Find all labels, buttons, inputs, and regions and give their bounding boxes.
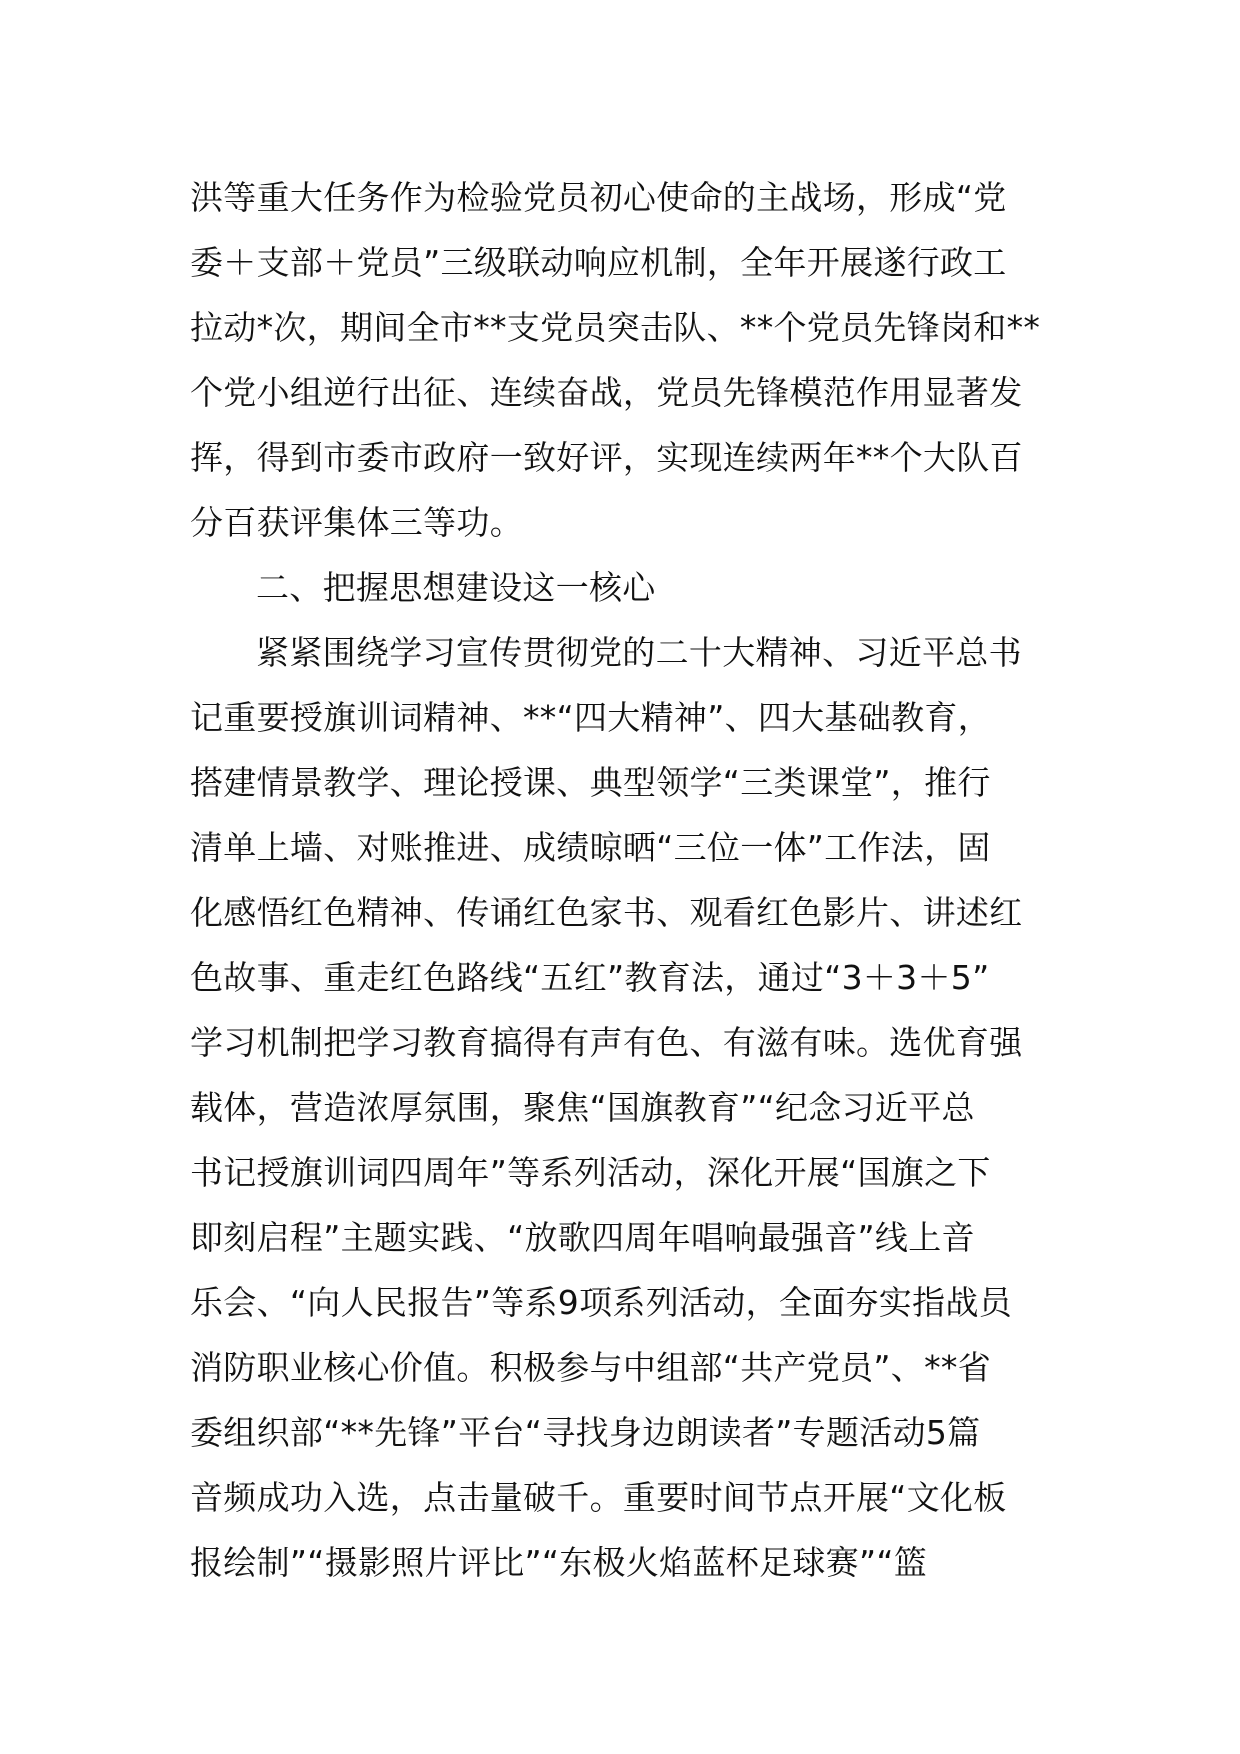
text-line: 清单上墙、对账推进、成绩晾晒“三位一体”工作法，固 xyxy=(190,828,991,867)
text-line: 搭建情景教学、理论授课、典型领学“三类课堂”，推行 xyxy=(190,763,991,802)
text-line: 委组织部“**先锋”平台“寻找身边朗读者”专题活动5篇 xyxy=(190,1413,981,1452)
text-line: 紧紧围绕学习宣传贯彻党的二十大精神、习近平总书 xyxy=(256,633,1022,672)
text-line: 音频成功入选，点击量破千。重要时间节点开展“文化板 xyxy=(190,1478,1007,1517)
paragraph-continued xyxy=(190,165,1060,555)
text-line: 化感悟红色精神、传诵红色家书、观看红色影片、讲述红 xyxy=(190,893,1023,932)
text-line: 记重要授旗训词精神、**“四大精神”、四大基础教育， xyxy=(190,698,991,737)
text-line: 报绘制”“摄影照片评比”“东极火焰蓝杯足球赛”“篮 xyxy=(190,1543,928,1582)
section-heading: 二、把握思想建设这一核心 xyxy=(256,568,656,607)
text-line: 即刻启程”主题实践、“放歌四周年唱响最强音”线上音 xyxy=(190,1218,975,1257)
document-body xyxy=(190,165,1060,1595)
text-line: 分百获评集体三等功。 xyxy=(190,503,523,542)
text-line: 个党小组逆行出征、连续奋战，党员先锋模范作用显著发 xyxy=(190,373,1023,412)
text-line: 书记授旗训词四周年”等系列活动，深化开展“国旗之下 xyxy=(190,1153,991,1192)
text-line: 学习机制把学习教育搞得有声有色、有滋有味。选优育强 xyxy=(190,1023,1023,1062)
paragraph-main xyxy=(190,620,1060,1595)
text-line: 委＋支部＋党员”三级联动响应机制，全年开展遂行政工 xyxy=(190,243,1007,282)
text-line: 乐会、“向人民报告”等系9项系列活动，全面夯实指战员 xyxy=(190,1283,1012,1322)
text-line: 拉动*次，期间全市**支党员突击队、**个党员先锋岗和** xyxy=(190,308,1041,347)
text-line: 挥，得到市委市政府一致好评，实现连续两年**个大队百 xyxy=(190,438,1023,477)
text-line: 色故事、重走红色路线“五红”教育法，通过“3＋3＋5” xyxy=(190,958,990,997)
text-line: 载体，营造浓厚氛围，聚焦“国旗教育”“纪念习近平总 xyxy=(190,1088,975,1127)
text-line: 消防职业核心价值。积极参与中组部“共产党员”、**省 xyxy=(190,1348,991,1387)
text-line: 洪等重大任务作为检验党员初心使命的主战场，形成“党 xyxy=(190,178,1007,217)
